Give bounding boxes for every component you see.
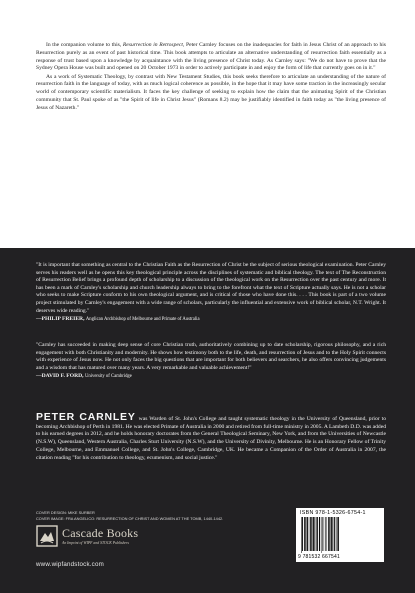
endorsement-quote: "It is important that something as central to the Christian Faith as the Resurrection of Christ be the subject of serious theological examination. Peter Carnley serves his readers well as he opens this key theological principle across the disciplines of systematic and biblical theology. The text of The Reconstruction of Resurrection Belief brings a profound depth of scholarship to a discussion of the theological work on the Resurrection over the past century and more. It has been a mark of Carnley's scholarship and church leadership always to bring to the forefront what the text of Scripture actually says. He is not a scholar who seeks to make Scripture conform to his own theological argument, and is critical of those who have done this. . . . This book is part of a two volume project stimulated by Carnley's engagement with a wide range of scholars, particularly the influential and extensive work of biblical scholar, N.T. Wright. It deserves wide reading." xyxy=(36,262,386,314)
endorser-affiliation: Anglican Archbishop of Melbourne and Primate of Australia xyxy=(85,317,200,323)
barcode-bar xyxy=(313,517,314,551)
cover-image-credit: COVER IMAGE: FRA ANGELICO: RESURRECTION OF CHRIST AND WOMEN AT THE TOMB, 1440-1442. xyxy=(36,515,224,521)
barcode-bar xyxy=(310,517,311,551)
barcode-bar xyxy=(302,517,303,551)
cascade-books-logo-icon xyxy=(36,525,58,547)
description-paragraph-2: As a work of Systematic Theology, by contrast with New Testament Studies, this book seeks therefore to articulate an understanding of the nature of resurrection faith in the language of today, with as much logical coherence as possible, in the hope that it may have some traction in the increasingly secular world of contemporary scientific materialism. It faces the key challenge of seeking to explain how the claim that the animating Spirit of the Christian community that St. Paul spoke of as "the Spirit of life in Christ Jesus" (Romans 8.2) may be justifiably identified in faith today as "the living presence of Jesus of Nazareth." xyxy=(36,73,386,111)
barcode-bar xyxy=(305,517,306,551)
publisher-imprint: An Imprint of WIPF and STOCK Publishers xyxy=(62,541,130,545)
barcode-bar xyxy=(331,517,332,551)
publisher-logo xyxy=(36,524,176,554)
barcode-bar xyxy=(307,517,308,551)
companion-volume-title: Resurrection in Retrospect xyxy=(122,42,183,48)
description-intro: In the companion volume to this, xyxy=(46,42,123,48)
endorsement-attribution xyxy=(36,373,386,381)
description-paragraph-1 xyxy=(36,42,386,73)
barcode-bars xyxy=(300,517,380,553)
author-name: PETER CARNLEY xyxy=(36,411,136,423)
endorsement-freier xyxy=(36,262,386,324)
endorser-affiliation: University of Cambridge xyxy=(84,374,132,380)
cover-design-credit: COVER DESIGN: MIKE SURBER xyxy=(36,510,95,515)
isbn-number: ISBN 978-1-5326-6754-1 xyxy=(300,510,366,516)
book-description xyxy=(36,42,386,113)
barcode-bar xyxy=(314,517,315,551)
endorsement-ford xyxy=(36,342,386,381)
cover-credits xyxy=(36,510,276,521)
endorsement-quote: "Carnley has succeeded in making deep sense of core Christian truth, authoritatively combining up to date scholarship, rigorous philosophy, and a rich engagement with both Christianity and modernity. He shows how testimony both to the life, death, and resurrection of Jesus and to the Holy Spirit connects with experience of Jesus now. He not only faces the big questions that are important for both believers and searchers, he also offers convincing judgements and a wisdom that has matured over many years. A very remarkable and valuable achievement!" xyxy=(36,342,386,371)
barcode-bar xyxy=(328,517,329,551)
barcode-bar xyxy=(329,517,330,551)
author-bio-text: was Warden of St. John's College and taught systematic theology in the University of Queensland, prior to becoming Archbishop of Perth in 1981. He was elected Primate of Australia in 2000 and retired from full-time ministry in 2005. A Lambeth D.D. was added to his earned degrees in 2012, and he holds honorary doctorates from the General Theological Seminary, New York, and from the Universities of Newcastle (N.S.W), Queensland, Western Australia, Charles Sturt University (N.S.W), and the University of Divinity, Melbourne. He is an Honorary Fellow of Trinity College, Melbourne, and Emmanuel College, and St. John's College, Cambridge, UK. He became a Companion of the Order of Australia in 2007, the citation reading "for his contribution to theology, ecumenism, and social justice." xyxy=(36,416,387,461)
endorser-name: —DAVID F. FORD, xyxy=(36,373,84,380)
top-panel xyxy=(0,0,415,248)
description-body: , Peter Carnley focuses on the inadequacies for faith in Jesus Christ of an approach to his Resurrection purely as an event of past historical time. This book attempts to articulate an alternative understanding of resurrection faith essentially as a response of trust based upon a knowledge by acquaintance with the living presence of Christ today. As Carnley says: "We do not have to prove that the Sydney Opera House was built and opened on 20 October 1973 in order to actively participate in and enjoy the form of life that currently goes on in it." xyxy=(36,42,386,72)
barcode-bar xyxy=(338,517,339,551)
barcode-bar xyxy=(322,517,323,551)
endorser-name: —PHILIP FREIER, xyxy=(36,316,85,323)
barcode-bar xyxy=(311,517,312,551)
barcode-digits: 9 781532 667541 xyxy=(298,554,340,560)
barcode-bar xyxy=(337,517,338,551)
publisher-website: www.wipfandstock.com xyxy=(36,561,104,568)
barcode-bar xyxy=(316,517,317,551)
author-bio xyxy=(36,411,387,462)
barcode-bar xyxy=(301,517,302,553)
barcode-bar xyxy=(325,517,326,551)
barcode-bar xyxy=(334,517,335,551)
isbn-barcode xyxy=(296,508,384,562)
barcode-bar xyxy=(319,517,320,551)
barcode-bar xyxy=(304,517,305,551)
endorsement-attribution xyxy=(36,316,386,324)
barcode-bar xyxy=(317,517,318,551)
barcode-bar xyxy=(332,517,333,551)
publisher-name: Cascade Books xyxy=(62,526,139,540)
